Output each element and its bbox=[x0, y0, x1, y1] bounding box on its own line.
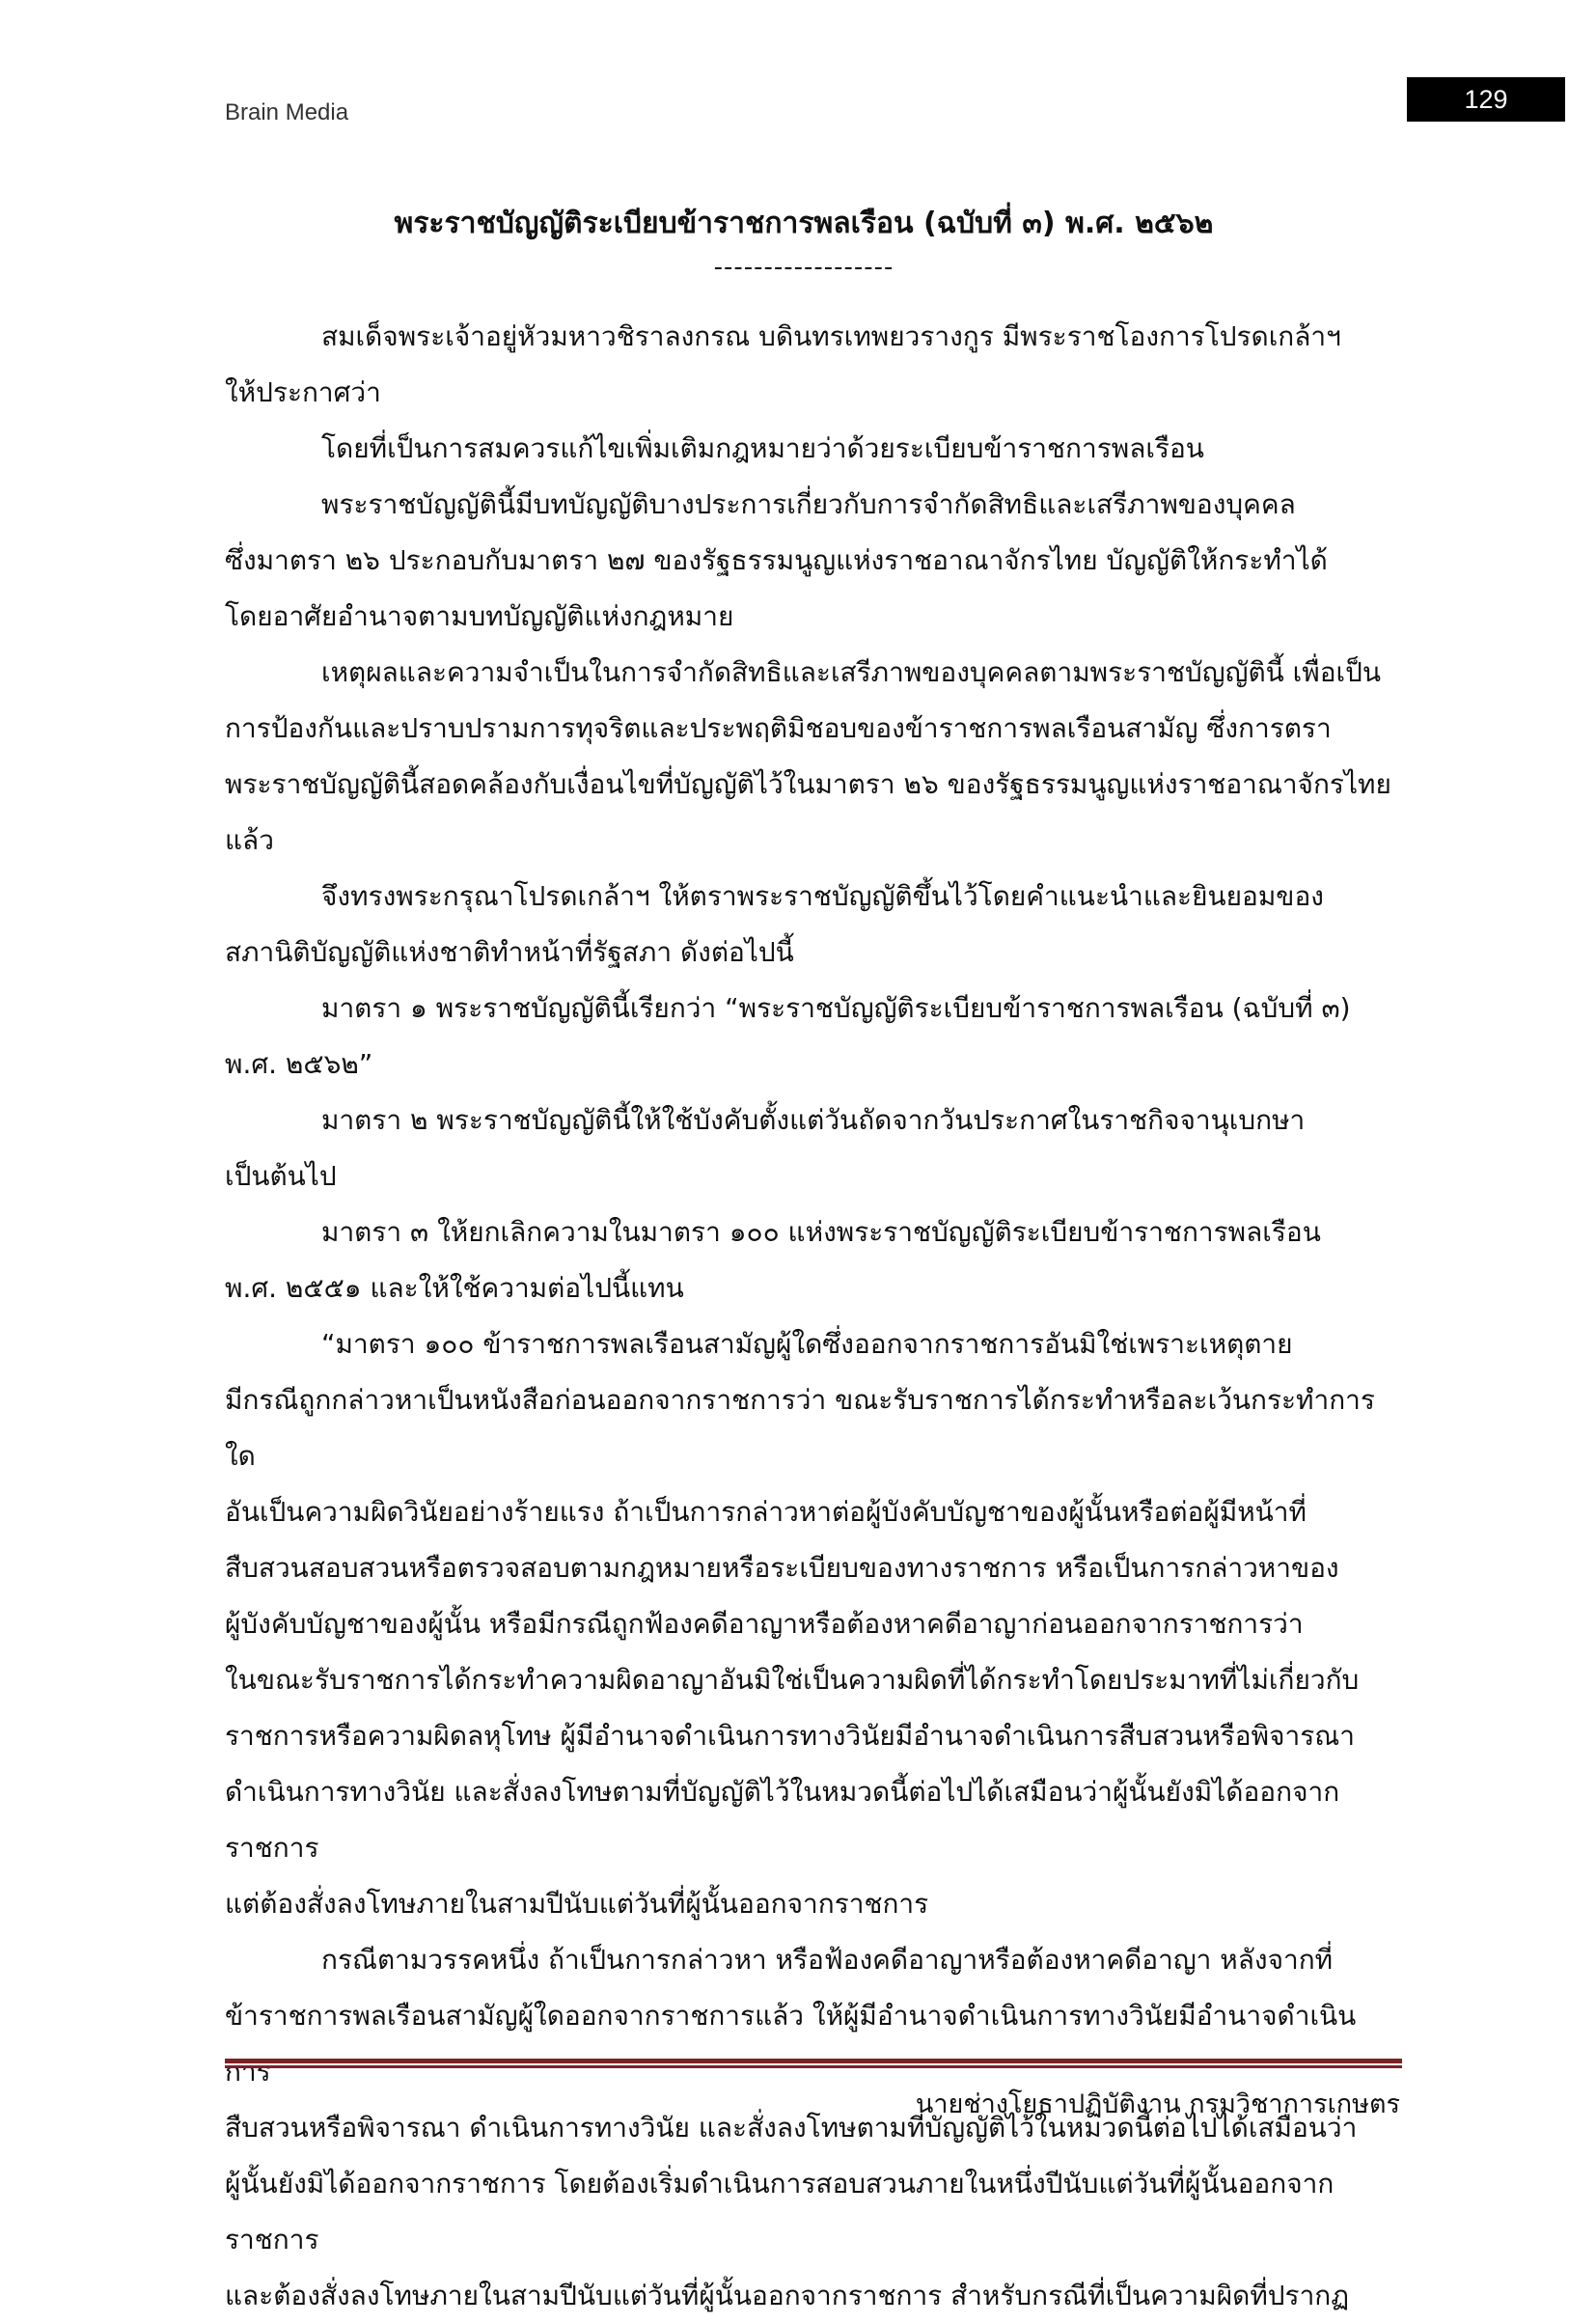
body-line: พระราชบัญญัตินี้สอดคล้องกับเงื่อนไขที่บัญญัติไว้ในมาตรา ๒๖ ของรัฐธรรมนูญแห่งราชอาณาจักรไทยแล้ว bbox=[225, 768, 1391, 856]
body-line: ผู้นั้นยังมิได้ออกจากราชการ โดยต้องเริ่มดำเนินการสอบสวนภายในหนึ่งปีนับแต่วันที่ผู้นั้นออกจากราชการ bbox=[225, 2168, 1335, 2255]
body-line: ผู้บังคับบัญชาของผู้นั้น หรือมีกรณีถูกฟ้องคดีอาญาหรือต้องหาคดีอาญาก่อนออกจากราชการว่า bbox=[225, 1608, 1304, 1640]
body-line: สืบสวนสอบสวนหรือตรวจสอบตามกฎหมายหรือระเบียบของทางราชการ หรือเป็นการกล่าวหาของ bbox=[225, 1552, 1339, 1584]
body-line: มาตรา ๒ พระราชบัญญัตินี้ให้ใช้บังคับตั้งแต่วันถัดจากวันประกาศในราชกิจจานุเบกษา bbox=[321, 1104, 1306, 1136]
body-line: จึงทรงพระกรุณาโปรดเกล้าฯ ให้ตราพระราชบัญญัติขึ้นไว้โดยคำแนะนำและยินยอมของ bbox=[321, 880, 1324, 912]
footer-divider bbox=[225, 2059, 1402, 2068]
footer-text: นายช่างโยธาปฏิบัติงาน กรมวิชาการเกษตร bbox=[915, 2089, 1400, 2119]
body-line: มาตรา ๑ พระราชบัญญัตินี้เรียกว่า “พระราชบัญญัติระเบียบข้าราชการพลเรือน (ฉบับที่ ๓) bbox=[321, 992, 1351, 1024]
body-line: สมเด็จพระเจ้าอยู่หัวมหาวชิราลงกรณ บดินทรเทพยวรางกูร มีพระราชโองการโปรดเกล้าฯ bbox=[321, 320, 1341, 352]
body-line: พระราชบัญญัตินี้มีบทบัญญัติบางประการเกี่ยวกับการจำกัดสิทธิและเสรีภาพของบุคคล bbox=[321, 488, 1296, 520]
body-line: โดยที่เป็นการสมควรแก้ไขเพิ่มเติมกฎหมายว่าด้วยระเบียบข้าราชการพลเรือน bbox=[321, 432, 1204, 464]
body-line: มาตรา ๓ ให้ยกเลิกความในมาตรา ๑๐๐ แห่งพระราชบัญญัติระเบียบข้าราชการพลเรือน bbox=[321, 1216, 1321, 1248]
body-line: ซึ่งมาตรา ๒๖ ประกอบกับมาตรา ๒๗ ของรัฐธรรมนูญแห่งราชอาณาจักรไทย บัญญัติให้กระทำได้ bbox=[225, 544, 1328, 576]
document-title: พระราชบัญญัติระเบียบข้าราชการพลเรือน (ฉบับที่ ๓) พ.ศ. ๒๕๖๒ bbox=[394, 207, 1214, 240]
body-line: พ.ศ. ๒๕๕๑ และให้ใช้ความต่อไปนี้แทน bbox=[225, 1272, 684, 1304]
brand-label: Brain Media bbox=[225, 99, 349, 125]
body-line: สภานิติบัญญัติแห่งชาติทำหน้าที่รัฐสภา ดังต่อไปนี้ bbox=[225, 936, 794, 968]
body-line: และต้องสั่งลงโทษภายในสามปีนับแต่วันที่ผู้นั้นออกจากราชการ สำหรับกรณีที่เป็นความผิดที่ปรากฏ bbox=[225, 2280, 1350, 2311]
body-line: ราชการหรือความผิดลหุโทษ ผู้มีอำนาจดำเนินการทางวินัยมีอำนาจดำเนินการสืบสวนหรือพิจารณา bbox=[225, 1720, 1355, 1752]
body-line: แต่ต้องสั่งลงโทษภายในสามปีนับแต่วันที่ผู้นั้นออกจากราชการ bbox=[225, 1888, 929, 1920]
body-line: พ.ศ. ๒๕๖๒” bbox=[225, 1048, 373, 1080]
page-number: 129 bbox=[1407, 77, 1565, 122]
body-line: อันเป็นความผิดวินัยอย่างร้ายแรง ถ้าเป็นการกล่าวหาต่อผู้บังคับบัญชาของผู้นั้นหรือต่อผู้มีหน้าที่ bbox=[225, 1496, 1307, 1528]
body-line: ให้ประกาศว่า bbox=[225, 376, 381, 408]
body-line: สืบสวนหรือพิจารณา ดำเนินการทางวินัย และสั่งลงโทษตามที่บัญญัติไว้ในหมวดนี้ต่อไปได้เสมือนว่า bbox=[225, 2112, 1358, 2144]
body-line: “มาตรา ๑๐๐ ข้าราชการพลเรือนสามัญผู้ใดซึ่งออกจากราชการอันมิใช่เพราะเหตุตาย bbox=[321, 1328, 1293, 1360]
body-line: ในขณะรับราชการได้กระทำความผิดอาญาอันมิใช่เป็นความผิดที่ได้กระทำโดยประมาทที่ไม่เกี่ยวกับ bbox=[225, 1664, 1360, 1696]
document-body bbox=[225, 309, 1402, 2324]
body-line: ดำเนินการทางวินัย และสั่งลงโทษตามที่บัญญัติไว้ในหมวดนี้ต่อไปได้เสมือนว่าผู้นั้นยังมิได้ออกจากราชการ bbox=[225, 1776, 1340, 1864]
body-line: การป้องกันและปราบปรามการทุจริตและประพฤติมิชอบของข้าราชการพลเรือนสามัญ ซึ่งการตรา bbox=[225, 712, 1332, 744]
body-line: กรณีตามวรรคหนึ่ง ถ้าเป็นการกล่าวหา หรือฟ้องคดีอาญาหรือต้องหาคดีอาญา หลังจากที่ bbox=[321, 1944, 1334, 1976]
body-line: โดยอาศัยอำนาจตามบทบัญญัติแห่งกฎหมาย bbox=[225, 600, 734, 632]
body-line: ข้าราชการพลเรือนสามัญผู้ใดออกจากราชการแล้ว ให้ผู้มีอำนาจดำเนินการทางวินัยมีอำนาจดำเนินการ bbox=[225, 2000, 1357, 2088]
body-line: เหตุผลและความจำเป็นในการจำกัดสิทธิและเสรีภาพของบุคคลตามพระราชบัญญัตินี้ เพื่อเป็น bbox=[321, 656, 1382, 688]
body-line: เป็นต้นไป bbox=[225, 1160, 337, 1192]
body-line: มีกรณีถูกกล่าวหาเป็นหนังสือก่อนออกจากราชการว่า ขณะรับราชการได้กระทำหรือละเว้นกระทำการใด bbox=[225, 1384, 1375, 1472]
title-separator: ------------------ bbox=[713, 253, 894, 282]
